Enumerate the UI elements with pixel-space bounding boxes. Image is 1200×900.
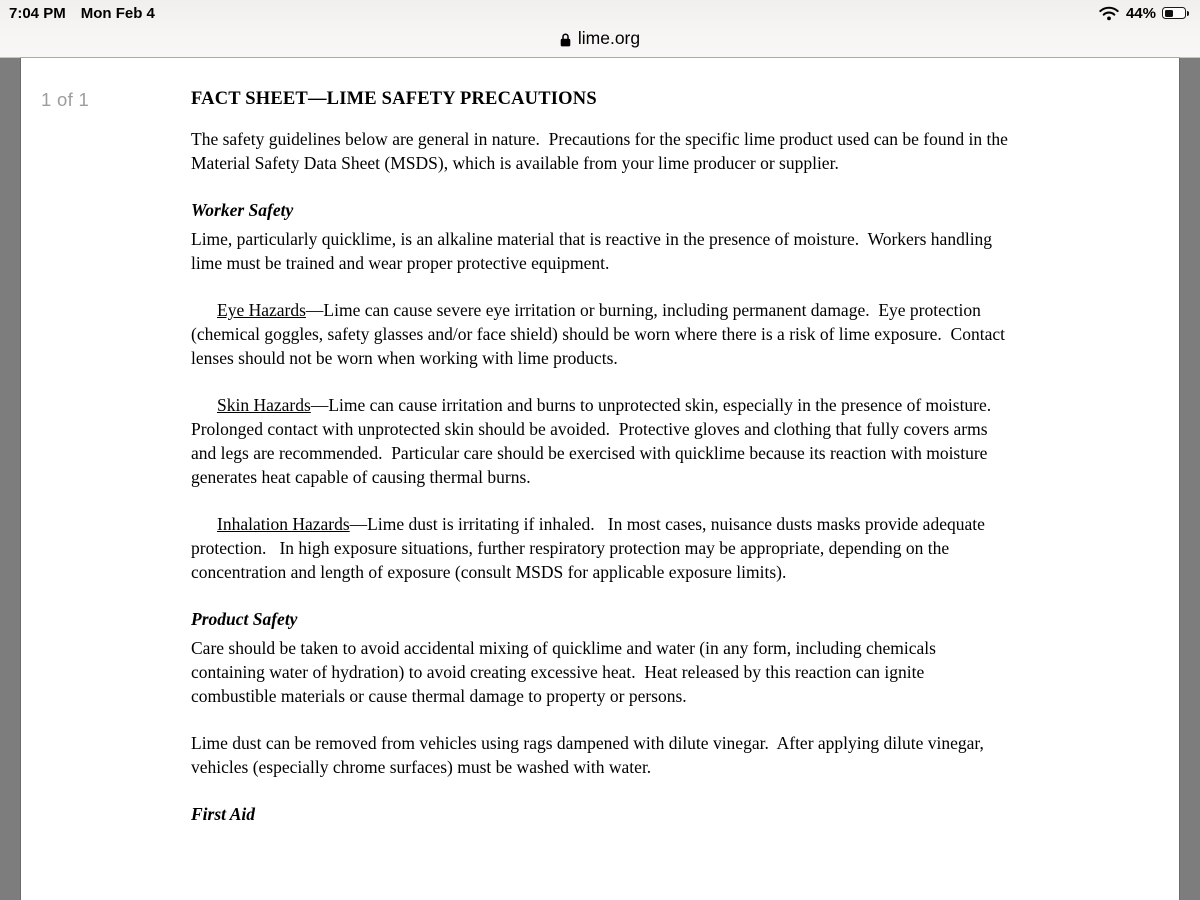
doc-title: FACT SHEET—LIME SAFETY PRECAUTIONS <box>191 89 597 109</box>
eye-hazards-text: —Lime can cause severe eye irritation or burning, including permanent damage. Eye protection (chemical goggles, safety glasses and/or face shield) should be worn where there is a risk of lime exposure. Contact lenses should not be worn when working with lime products. <box>191 300 1010 368</box>
address-domain: lime.org <box>577 28 641 48</box>
wifi-icon <box>1099 6 1119 21</box>
inhalation-hazards-lead: Inhalation Hazards <box>217 514 350 534</box>
battery-fill <box>1165 10 1173 17</box>
skin-hazards-text: —Lime can cause irritation and burns to unprotected skin, especially in the presence of moisture. Prolonged contact with unprotected skin should be avoided. Protective gloves and clothing that fully covers arms and legs are recommended. Particular care should be exercised with quicklime because its reaction with moisture generates heat capable of causing thermal burns. <box>191 395 1000 487</box>
pdf-page <box>21 58 1179 900</box>
eye-hazards-lead: Eye Hazards <box>217 300 306 320</box>
status-time: 7:04 PM <box>9 4 66 22</box>
product-safety-paragraph: Care should be taken to avoid accidental mixing of quicklime and water (in any form, including chemicals containing water of hydration) to avoid creating excessive heat. Heat released by this reaction can ignite combustible materials or cause thermal damage to property or persons. <box>191 638 941 706</box>
heading-product-safety: Product Safety <box>191 609 298 629</box>
eye-hazards-paragraph <box>191 298 1011 370</box>
pdf-viewer[interactable] <box>0 58 1200 900</box>
status-left <box>9 5 155 22</box>
battery-percent: 44% <box>1125 4 1156 22</box>
lock-icon <box>560 33 571 47</box>
status-right <box>1099 5 1189 22</box>
skin-hazards-paragraph <box>191 393 1011 489</box>
battery-body <box>1162 7 1186 19</box>
intro-paragraph: The safety guidelines below are general in nature. Precautions for the specific lime product used can be found in the Material Safety Data Sheet (MSDS), which is available from your lime producer or supplier. <box>191 129 1013 173</box>
vehicles-paragraph: Lime dust can be removed from vehicles using rags dampened with dilute vinegar. After applying dilute vinegar, vehicles (especially chrome surfaces) must be washed with water. <box>191 733 989 777</box>
battery-nub <box>1187 11 1189 16</box>
inhalation-hazards-paragraph <box>191 512 1011 584</box>
document-content <box>191 58 1011 831</box>
heading-worker-safety: Worker Safety <box>191 200 294 220</box>
worker-safety-paragraph: Lime, particularly quicklime, is an alkaline material that is reactive in the presence of moisture. Workers handling lime must be trained and wear proper protective equipment. <box>191 229 997 273</box>
page-indicator: 1 of 1 <box>41 89 90 110</box>
inhalation-hazards-text: —Lime dust is irritating if inhaled. In most cases, nuisance dusts masks provide adequate protection. In high exposure situations, further respiratory protection may be appropriate, depending on the concentration and length of exposure (consult MSDS for applicable exposure limits). <box>191 514 990 582</box>
status-bar <box>0 0 1200 22</box>
status-date: Mon Feb 4 <box>80 4 155 22</box>
address-bar[interactable] <box>0 22 1200 55</box>
safari-chrome <box>0 0 1200 58</box>
battery-icon <box>1162 7 1189 19</box>
skin-hazards-lead: Skin Hazards <box>217 395 311 415</box>
heading-first-aid: First Aid <box>191 804 256 824</box>
